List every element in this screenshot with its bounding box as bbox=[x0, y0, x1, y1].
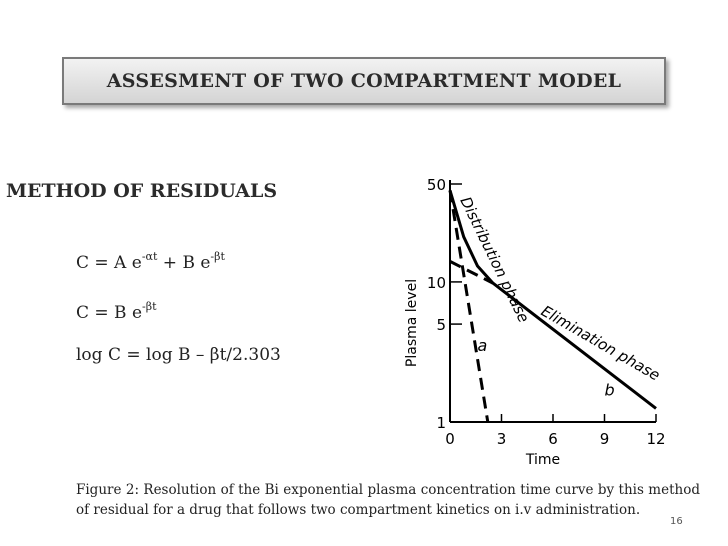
annotation-b: b bbox=[604, 380, 615, 400]
figure-caption: Figure 2: Resolution of the Bi exponential plasma concentration time curve by this method of residual for a drug that follows two compartment kinetics on i.v administration. bbox=[76, 482, 700, 518]
y-tick-label: 50 bbox=[426, 176, 446, 194]
x-axis-label: Time bbox=[525, 452, 561, 468]
section-heading: METHOD OF RESIDUALS bbox=[6, 180, 278, 202]
annotation-distribution-phase: Distribution phase bbox=[456, 193, 533, 326]
x-tick-label: 0 bbox=[445, 430, 455, 448]
y-tick-label: 1 bbox=[436, 414, 446, 432]
equation-log-form: log C = log B – βt/2.303 bbox=[76, 345, 281, 365]
x-tick-label: 12 bbox=[646, 430, 666, 448]
equation-biexponential: C = A $e^{-\alpha t} + B$ $e^{-\beta t}$ bbox=[76, 250, 225, 273]
y-tick-label: 5 bbox=[436, 316, 446, 335]
plasma-level-chart bbox=[394, 170, 674, 472]
x-tick-label: 9 bbox=[599, 430, 610, 448]
y-tick-label: 10 bbox=[426, 273, 446, 292]
slide-title: ASSESMENT OF TWO COMPARTMENT MODEL bbox=[62, 57, 666, 105]
equation-elimination: C = B $e^{-\beta t}$ bbox=[76, 300, 157, 323]
series-line-b bbox=[450, 261, 493, 283]
y-axis-label: Plasma level bbox=[404, 278, 420, 368]
annotation-a: a bbox=[477, 336, 488, 356]
x-tick-label: 3 bbox=[496, 430, 507, 448]
x-tick-label: 6 bbox=[548, 430, 558, 448]
annotation-elimination-phase: Elimination phase bbox=[538, 301, 664, 385]
chart-svg bbox=[394, 170, 674, 472]
page-number: 16 bbox=[670, 516, 683, 527]
